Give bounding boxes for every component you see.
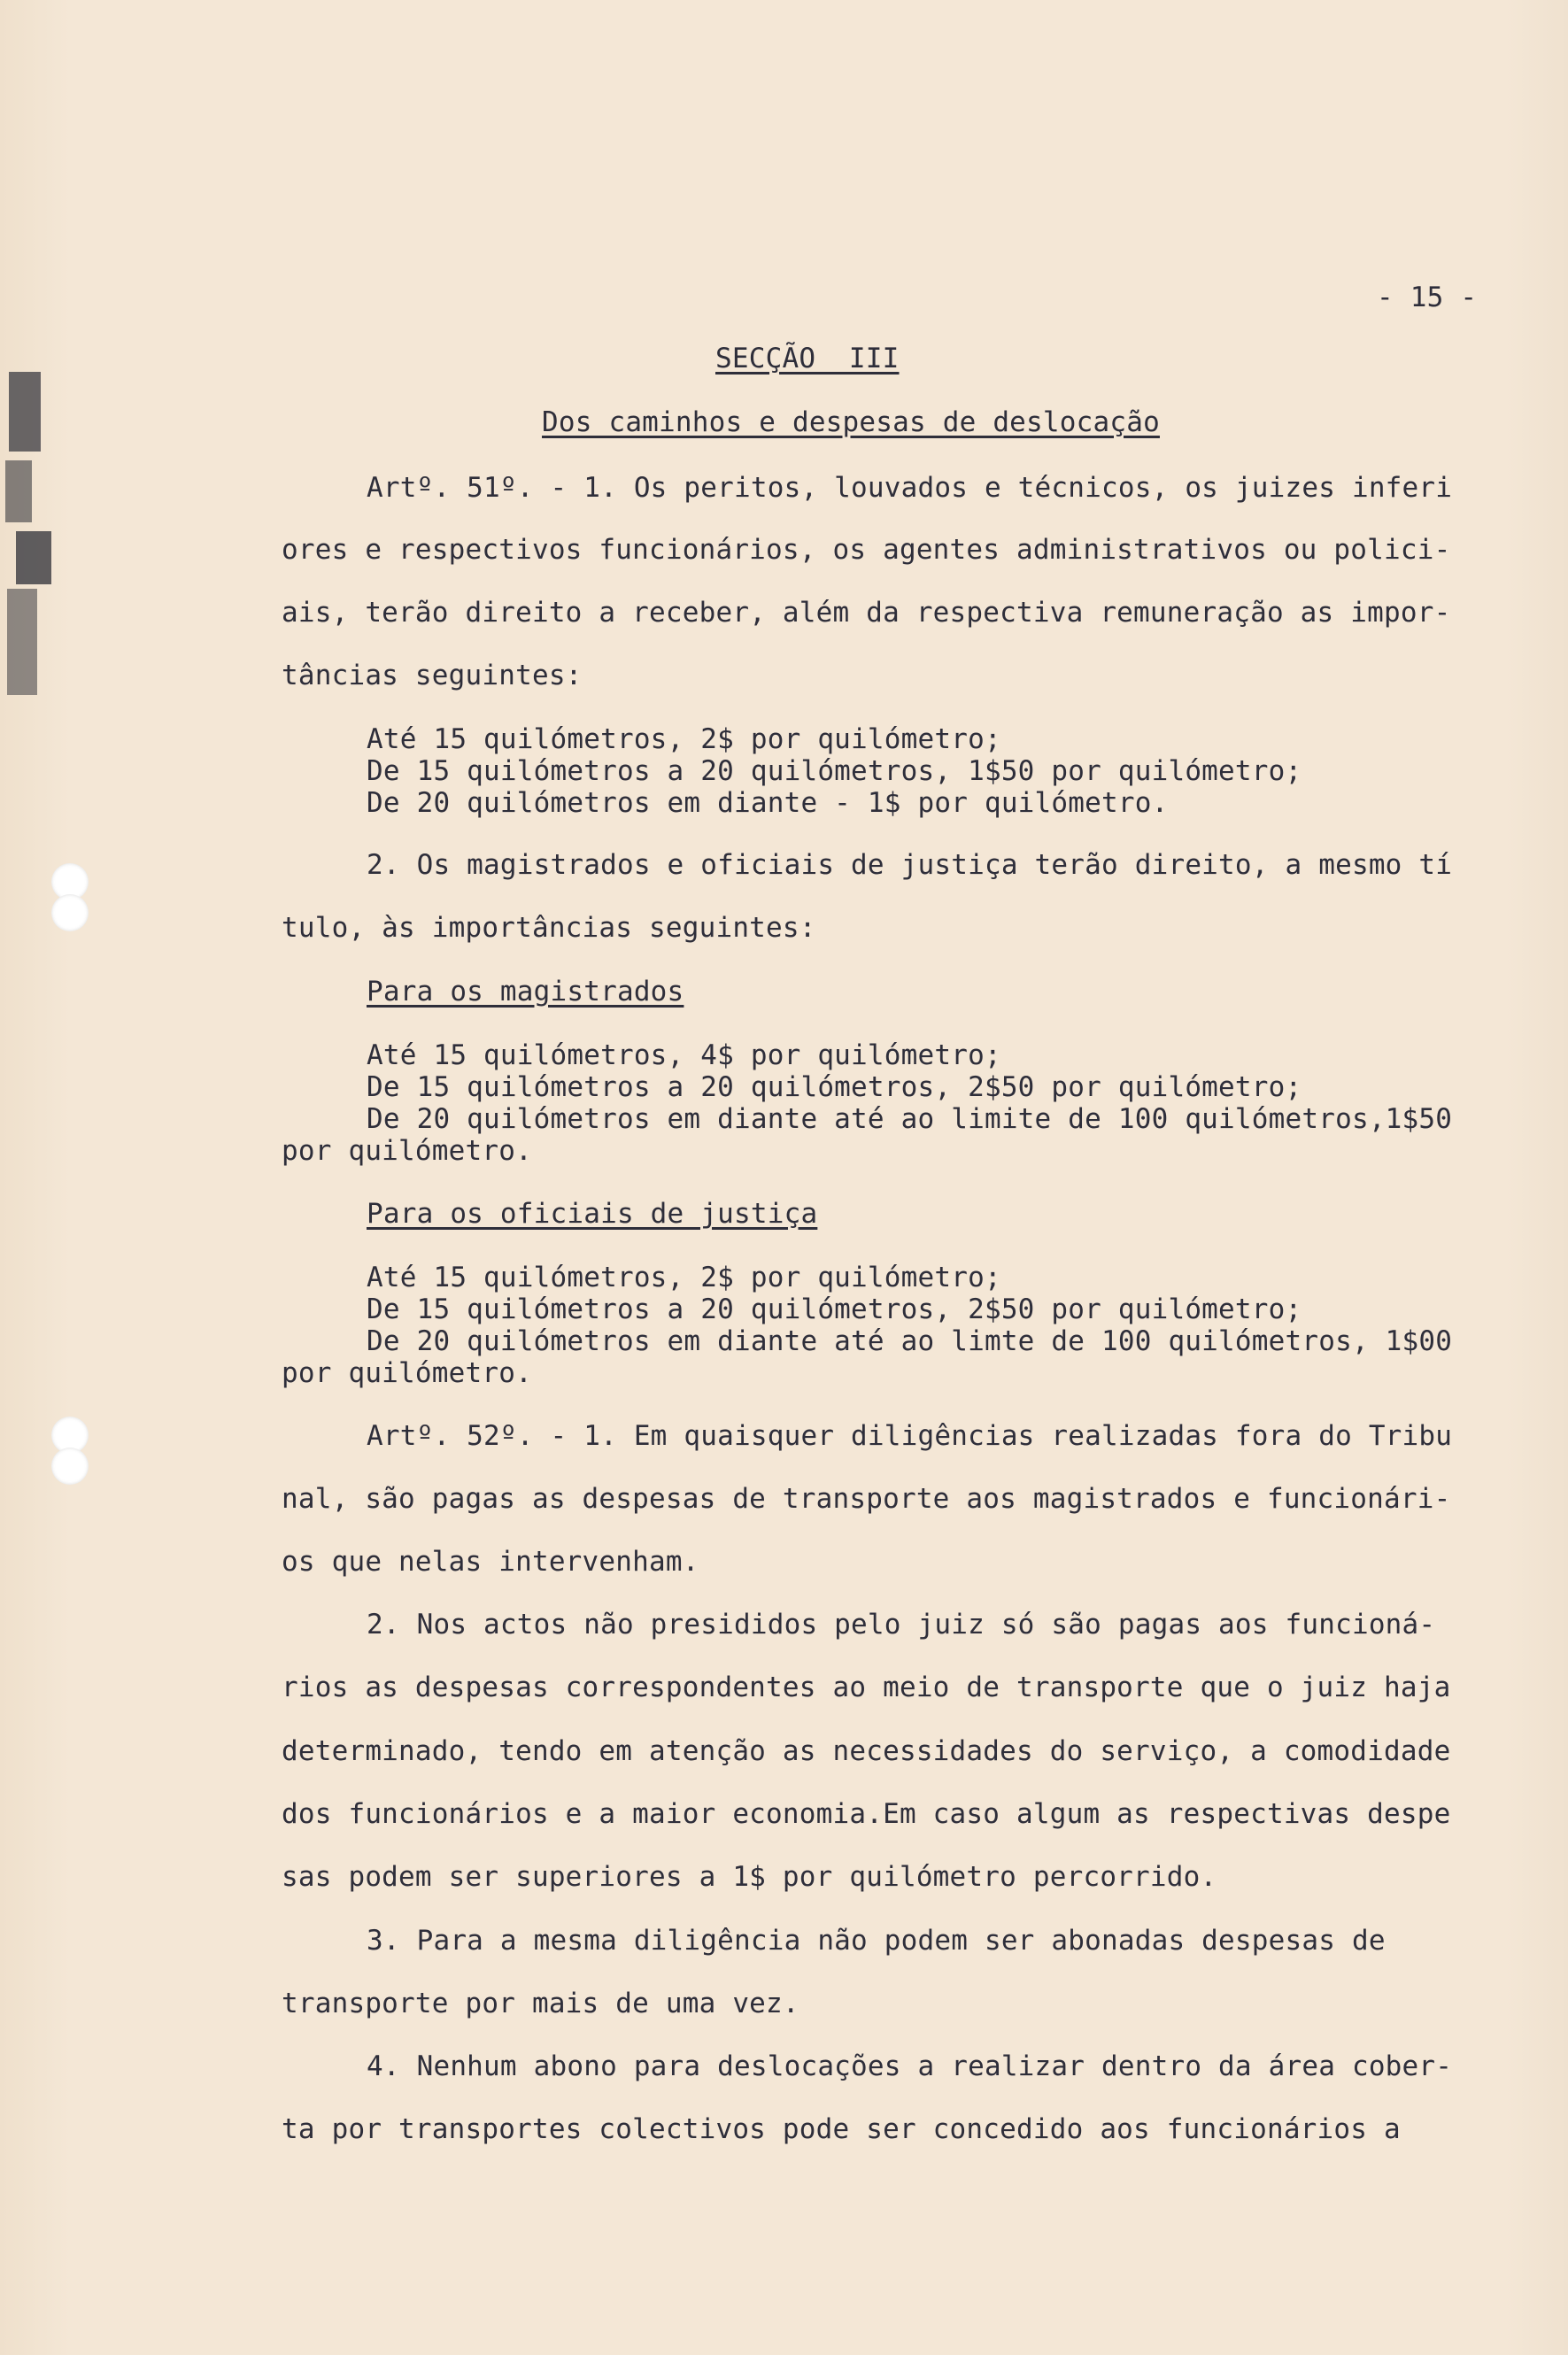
art51-p1-line: ais, terão direito a receber, além da respectiva remuneração as impor- [282, 597, 1451, 629]
section-subheading: Dos caminhos e despesas de deslocação [542, 406, 1160, 438]
art52-p2-line: sas podem ser superiores a 1$ por quilómetro percorrido. [282, 1861, 1217, 1893]
art52-p1-line: os que nelas intervenham. [282, 1546, 699, 1578]
edge-mark [7, 589, 37, 695]
art51-p2-line: 2. Os magistrados e oficiais de justiça terão direito, a mesmo tí [367, 849, 1453, 881]
rate-line: De 15 quilómetros a 20 quilómetros, 1$50 por quilómetro; [367, 755, 1302, 787]
edge-mark [5, 460, 32, 522]
art52-p2-line: determinado, tendo em atenção as necessidades do serviço, a comodidade [282, 1735, 1451, 1767]
edge-mark [16, 531, 51, 584]
art52-p2-line: dos funcionários e a maior economia.Em caso algum as respectivas despe [282, 1798, 1451, 1830]
magistrados-heading: Para os magistrados [367, 976, 684, 1008]
art52-p2-line: 2. Nos actos não presididos pelo juiz só são pagas aos funcioná- [367, 1609, 1436, 1641]
rate-line: por quilómetro. [282, 1135, 532, 1167]
art52-p3-line: transporte por mais de uma vez. [282, 1988, 799, 2019]
rate-line: De 15 quilómetros a 20 quilómetros, 2$50 por quilómetro; [367, 1071, 1302, 1103]
rate-line: Até 15 quilómetros, 2$ por quilómetro; [367, 723, 1001, 755]
edge-mark [9, 372, 41, 452]
art52-p3-line: 3. Para a mesma diligência não podem ser abonadas despesas de [367, 1925, 1386, 1957]
art52-p4-line: ta por transportes colectivos pode ser concedido aos funcionários a [282, 2113, 1401, 2145]
art52-p2-line: rios as despesas correspondentes ao meio de transporte que o juiz haja [282, 1672, 1451, 1703]
art51-p1-line: Artº. 51º. - 1. Os peritos, louvados e técnicos, os juizes inferi [367, 472, 1453, 504]
rate-line: De 15 quilómetros a 20 quilómetros, 2$50 por quilómetro; [367, 1293, 1302, 1325]
art51-p2-line: tulo, às importâncias seguintes: [282, 912, 816, 944]
oficiais-heading: Para os oficiais de justiça [367, 1198, 818, 1230]
art52-p1-line: Artº. 52º. - 1. Em quaisquer diligências realizadas fora do Tribu [367, 1420, 1453, 1452]
art51-p1-line: ores e respectivos funcionários, os agentes administrativos ou polici- [282, 534, 1451, 566]
art51-p1-line: tâncias seguintes: [282, 660, 583, 691]
rate-line: por quilómetro. [282, 1357, 532, 1389]
section-heading: SECÇÃO III [715, 343, 900, 374]
rate-line: De 20 quilómetros em diante - 1$ por quilómetro. [367, 787, 1169, 819]
punch-hole-top-lower [51, 894, 89, 931]
rate-line: De 20 quilómetros em diante até ao limite de 100 quilómetros,1$50 [367, 1103, 1453, 1135]
page-number: - 15 - [1377, 282, 1478, 313]
rate-line: Até 15 quilómetros, 2$ por quilómetro; [367, 1262, 1001, 1293]
art52-p1-line: nal, são pagas as despesas de transporte aos magistrados e funcionári- [282, 1483, 1451, 1515]
art52-p4-line: 4. Nenhum abono para deslocações a realizar dentro da área cober- [367, 2050, 1453, 2082]
rate-line: Até 15 quilómetros, 4$ por quilómetro; [367, 1039, 1001, 1071]
rate-line: De 20 quilómetros em diante até ao limte de 100 quilómetros, 1$00 [367, 1325, 1453, 1357]
punch-hole-bottom-lower [51, 1448, 89, 1485]
